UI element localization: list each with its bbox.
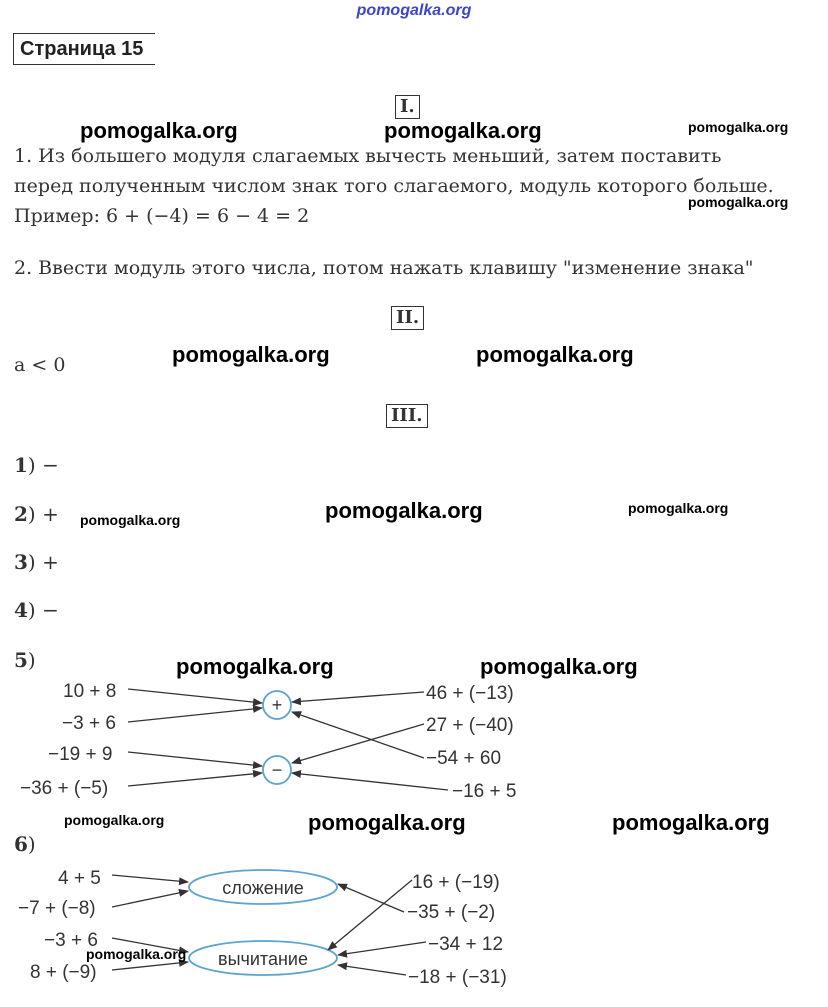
watermark: pomogalka.org bbox=[628, 500, 729, 516]
minus-sign: − bbox=[271, 760, 283, 780]
section-1-numeral: I. bbox=[395, 95, 420, 119]
arrow bbox=[328, 880, 412, 950]
arrow bbox=[128, 689, 262, 703]
watermark: pomogalka.org bbox=[308, 810, 466, 835]
arrow bbox=[292, 773, 448, 790]
t6-right-4: −18 + (−31) bbox=[408, 967, 507, 988]
site-watermark: pomogalka.org bbox=[356, 2, 472, 19]
plus-sign: + bbox=[271, 695, 283, 715]
task-5-label: 5) bbox=[14, 648, 36, 672]
watermark: pomogalka.org bbox=[384, 118, 542, 143]
t5-right-4: −16 + 5 bbox=[452, 781, 517, 802]
section-2-numeral: II. bbox=[391, 306, 424, 330]
watermark: pomogalka.org bbox=[480, 654, 638, 679]
t6-left-4: 8 + (−9) bbox=[30, 962, 97, 983]
oval-subtraction-label: вычитание bbox=[218, 949, 308, 969]
watermark: pomogalka.org bbox=[688, 194, 789, 210]
answer-1: 1) − bbox=[14, 453, 59, 477]
watermark: pomogalka.org bbox=[476, 342, 634, 367]
answer-4: 4) − bbox=[14, 598, 59, 622]
t5-right-2: 27 + (−40) bbox=[426, 715, 514, 736]
task-5-diagram bbox=[0, 672, 560, 807]
arrow bbox=[292, 712, 424, 758]
arrow bbox=[338, 884, 404, 912]
watermark: pomogalka.org bbox=[688, 119, 789, 135]
item2-text: 2. Ввести модуль этого числа, потом нажать клавишу "изменение знака" bbox=[14, 257, 754, 279]
watermark: pomogalka.org bbox=[325, 498, 483, 523]
t6-right-3: −34 + 12 bbox=[428, 934, 504, 955]
section-3-numeral: III. bbox=[386, 404, 428, 428]
t5-left-2: −3 + 6 bbox=[62, 713, 116, 734]
t6-left-2: −7 + (−8) bbox=[18, 898, 96, 919]
arrow bbox=[128, 752, 262, 766]
watermark: pomogalka.org bbox=[64, 812, 165, 828]
arrow bbox=[338, 965, 406, 975]
arrow bbox=[128, 708, 262, 722]
watermark: pomogalka.org bbox=[80, 118, 238, 143]
arrow bbox=[338, 942, 426, 955]
arrow bbox=[292, 724, 424, 763]
task-6-label: 6) bbox=[14, 832, 36, 856]
t5-left-3: −19 + 9 bbox=[48, 744, 113, 765]
arrow bbox=[112, 962, 188, 970]
answer-2: 2) + bbox=[14, 502, 59, 526]
watermark: pomogalka.org bbox=[176, 654, 334, 679]
section-2-answer: a < 0 bbox=[14, 354, 66, 376]
arrow bbox=[292, 692, 424, 702]
watermark: pomogalka.org bbox=[86, 946, 187, 962]
watermark: pomogalka.org bbox=[172, 342, 330, 367]
answer-3: 3) + bbox=[14, 550, 59, 574]
item1-line2: перед полученным числом знак того слагаемого, модуль которого больше. bbox=[14, 175, 774, 197]
t6-left-3: −3 + 6 bbox=[44, 930, 98, 951]
t5-right-1: 46 + (−13) bbox=[426, 683, 514, 704]
t5-left-1: 10 + 8 bbox=[63, 681, 117, 702]
page-label: Страница 15 bbox=[13, 33, 155, 65]
t6-right-1: 16 + (−19) bbox=[412, 872, 500, 893]
watermark: pomogalka.org bbox=[612, 810, 770, 835]
arrow bbox=[128, 773, 262, 786]
oval-addition-label: сложение bbox=[222, 878, 304, 898]
task-6-diagram bbox=[0, 860, 560, 1000]
arrow bbox=[112, 875, 188, 882]
t6-left-1: 4 + 5 bbox=[58, 868, 101, 889]
watermark: pomogalka.org bbox=[80, 512, 181, 528]
arrow bbox=[112, 891, 188, 907]
t5-left-4: −36 + (−5) bbox=[20, 778, 109, 799]
item1-line1: 1. Из большего модуля слагаемых вычесть меньший, затем поставить bbox=[14, 145, 722, 167]
t5-right-3: −54 + 60 bbox=[426, 748, 502, 769]
t6-right-2: −35 + (−2) bbox=[407, 902, 496, 923]
item1-example: Пример: 6 + (−4) = 6 − 4 = 2 bbox=[14, 205, 310, 227]
